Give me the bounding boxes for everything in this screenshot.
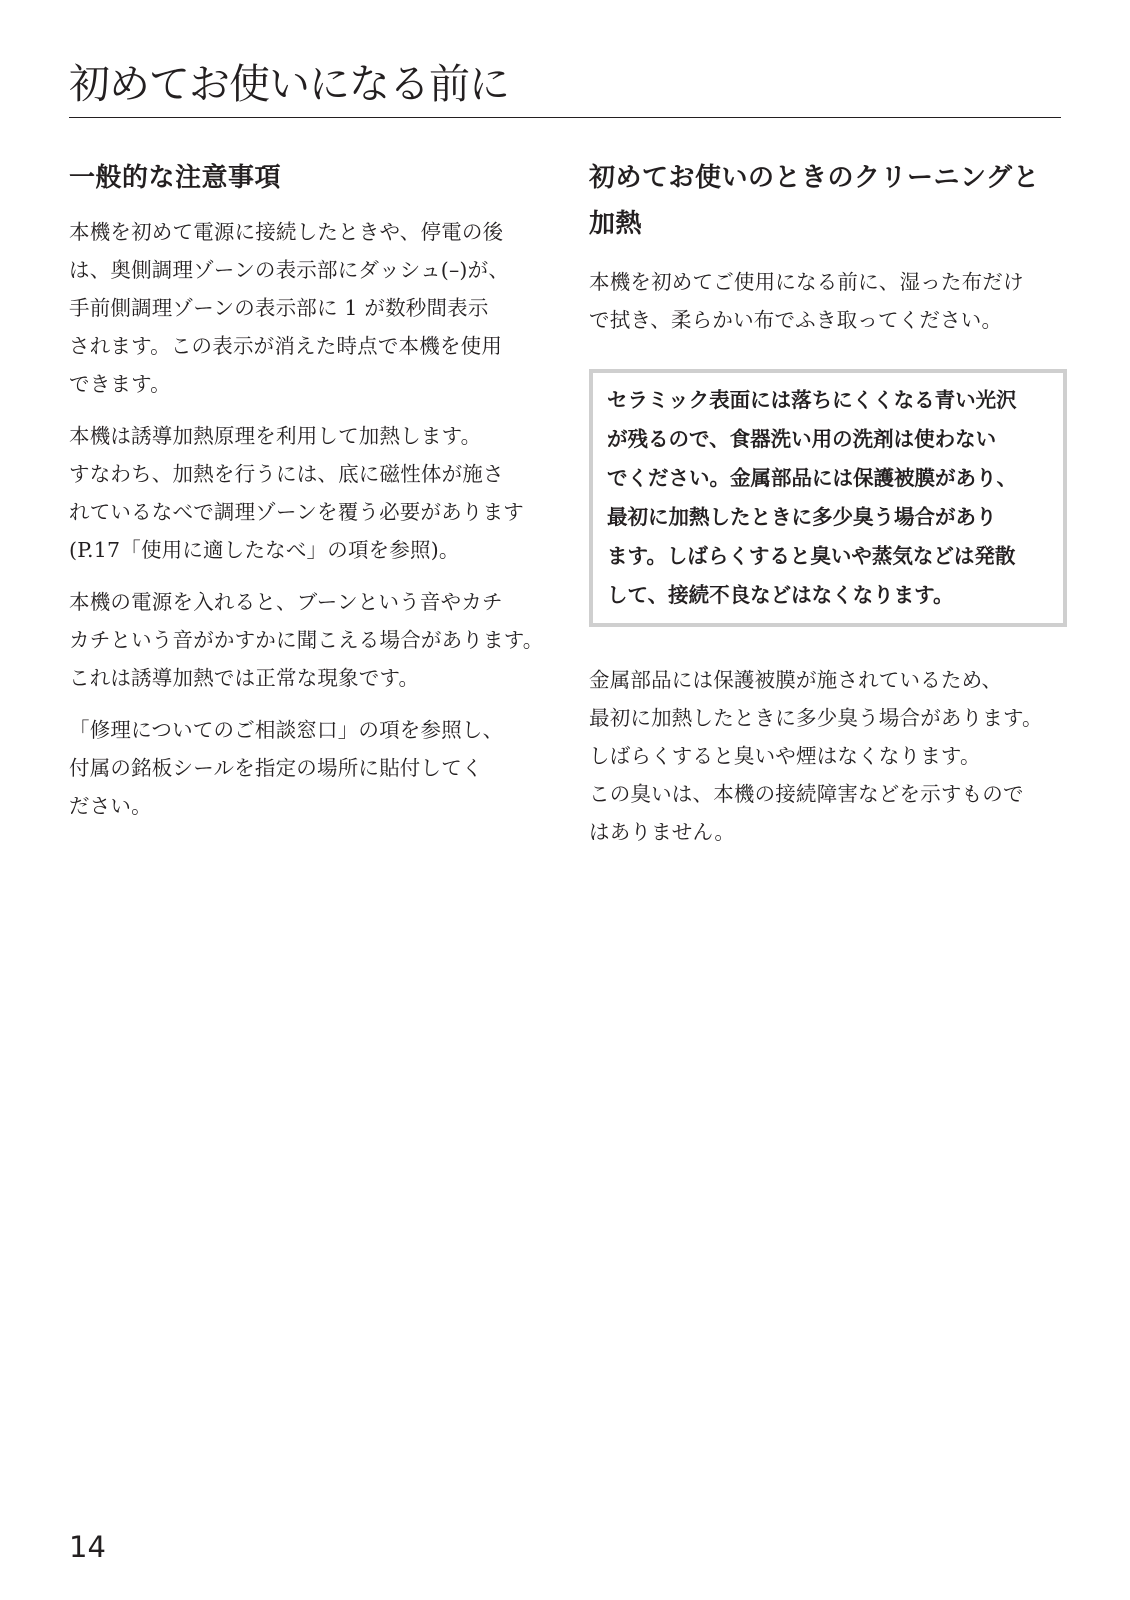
notice-line: が残るので、食器洗い用の洗剤は使わない bbox=[607, 427, 997, 451]
text-line: カチという音がかすかに聞こえる場合があります。 bbox=[69, 628, 544, 652]
general-precautions-column bbox=[69, 155, 547, 839]
paragraph-humming-noise bbox=[69, 583, 547, 697]
text-line: は、奥側調理ゾーンの表示部にダッシュ(–)が、 bbox=[69, 258, 510, 282]
text-line: 金属部品には保護被膜が施されているため、 bbox=[589, 668, 1003, 692]
text-line: これは誘導加熱では正常な現象です。 bbox=[69, 666, 420, 690]
text-line: 最初に加熱したときに多少臭う場合があります。 bbox=[589, 706, 1043, 730]
page-title: 初めてお使いになる前に bbox=[69, 60, 509, 108]
section-heading-first-use-cleaning bbox=[589, 155, 1063, 247]
notice-line: セラミック表面には落ちにくくなる青い光沢 bbox=[607, 388, 1017, 412]
text-line: すなわち、加熱を行うには、底に磁性体が施さ bbox=[69, 462, 504, 486]
text-line: はありません。 bbox=[589, 820, 736, 844]
text-line: できます。 bbox=[69, 372, 171, 396]
first-use-cleaning-column bbox=[589, 155, 1063, 865]
paragraph-first-wipe bbox=[589, 263, 1063, 339]
paragraph-protective-coating-odor bbox=[589, 661, 1063, 851]
text-line: 付属の銘板シールを指定の場所に貼付してく bbox=[69, 756, 483, 780]
notice-box-ceramic-care bbox=[589, 369, 1067, 627]
notice-line: 最初に加熱したときに多少臭う場合があり bbox=[607, 505, 997, 529]
title-divider bbox=[69, 117, 1061, 118]
text-line: 本機を初めて電源に接続したときや、停電の後 bbox=[69, 220, 504, 244]
section-heading-general-precautions: 一般的な注意事項 bbox=[69, 163, 282, 193]
heading-line: 加熱 bbox=[589, 209, 643, 239]
notice-line: ます。しばらくすると臭いや蒸気などは発散 bbox=[607, 544, 1016, 568]
text-line: れているなべで調理ゾーンを覆う必要があります bbox=[69, 500, 524, 524]
text-line: ださい。 bbox=[69, 794, 152, 818]
text-line: 本機の電源を入れると、ブーンという音やカチ bbox=[69, 590, 503, 614]
paragraph-rating-plate-sticker bbox=[69, 711, 547, 825]
page-number: 14 bbox=[69, 1530, 106, 1564]
paragraph-power-on-display bbox=[69, 213, 547, 403]
heading-line: 初めてお使いのときのクリーニングと bbox=[589, 163, 1040, 193]
text-line: 本機を初めてご使用になる前に、湿った布だけ bbox=[589, 270, 1024, 294]
notice-line: でください。金属部品には保護被膜があり、 bbox=[607, 466, 1017, 490]
notice-line: して、接続不良などはなくなります。 bbox=[607, 583, 954, 607]
text-line: この臭いは、本機の接続障害などを示すもので bbox=[589, 782, 1024, 806]
text-line: しばらくすると臭いや煙はなくなります。 bbox=[589, 744, 981, 768]
text-line: (P.17「使用に適したなべ」の項を参照)。 bbox=[69, 538, 460, 562]
paragraph-induction-principle bbox=[69, 417, 547, 569]
text-line: 「修理についてのご相談窓口」の項を参照し、 bbox=[69, 718, 504, 742]
text-line: されます。この表示が消えた時点で本機を使用 bbox=[69, 334, 503, 358]
text-line: 手前側調理ゾーンの表示部に 1 が数秒間表示 bbox=[69, 296, 489, 320]
text-line: 本機は誘導加熱原理を利用して加熱します。 bbox=[69, 424, 482, 448]
text-line: で拭き、柔らかい布でふき取ってください。 bbox=[589, 308, 1003, 332]
